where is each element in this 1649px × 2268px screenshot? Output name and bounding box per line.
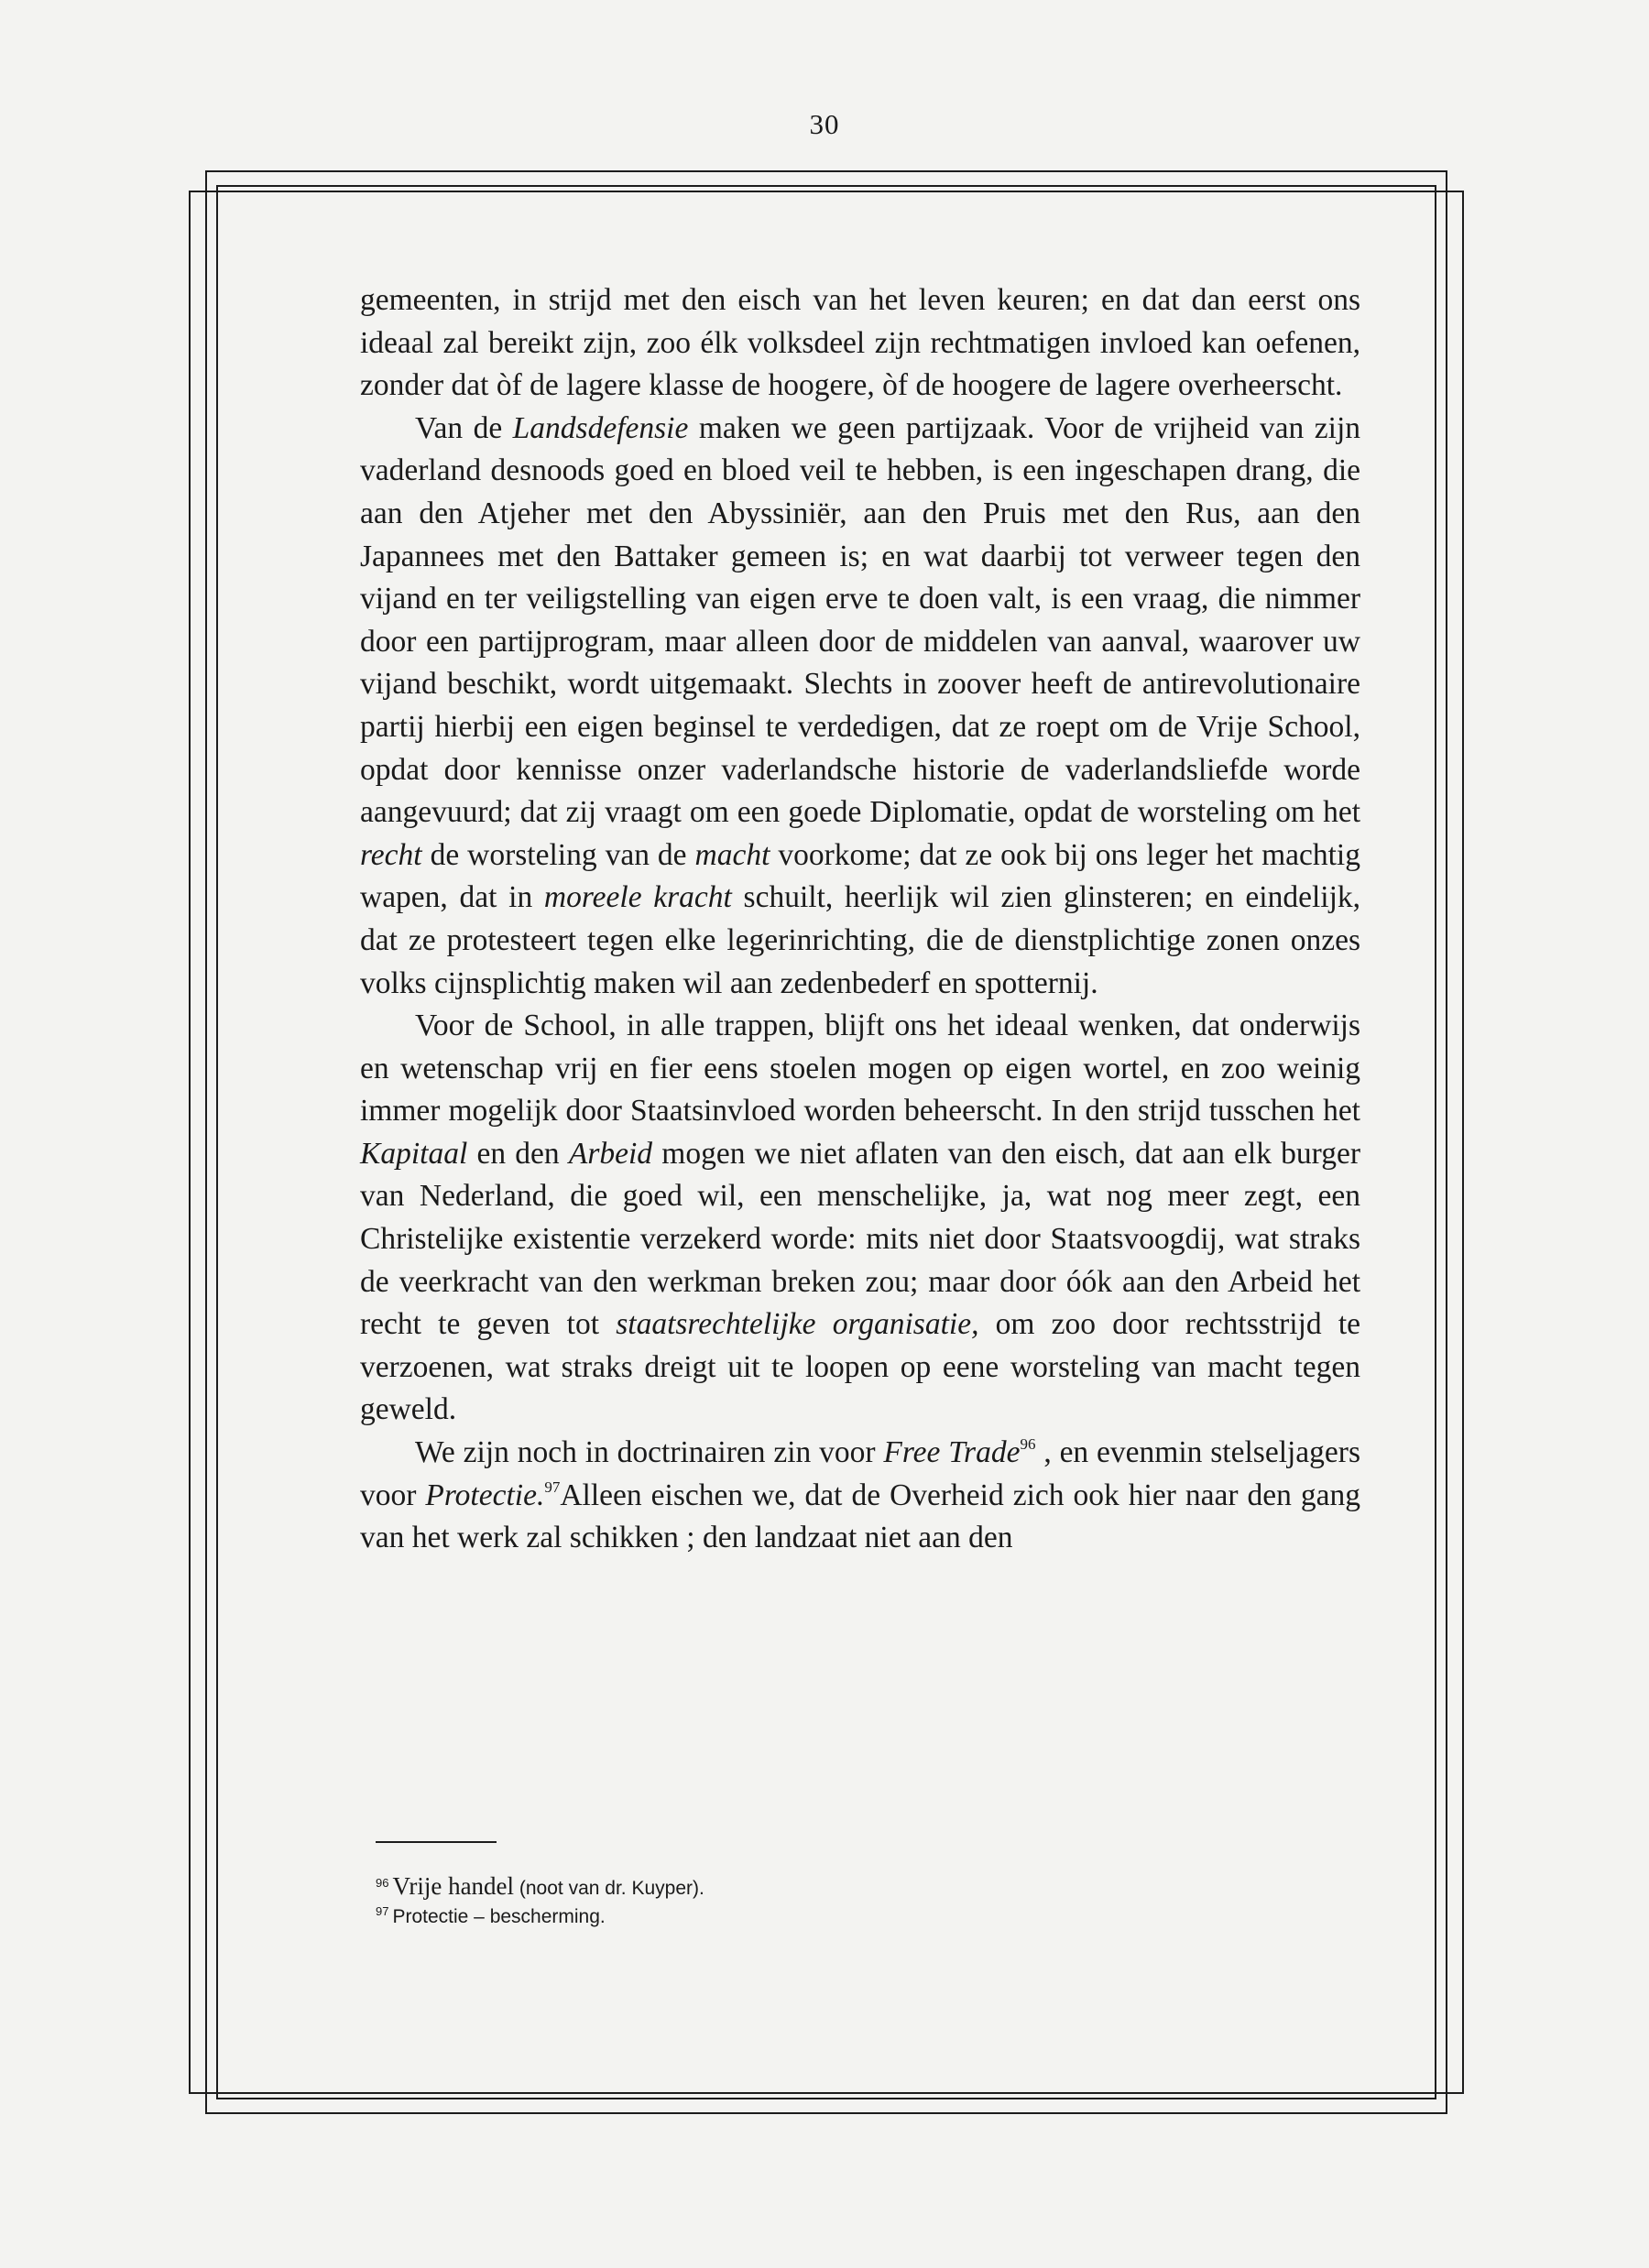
- text-run: Alleen eischen we, dat de Overheid zich ook hier naar den gang van het werk zal schikken ; den landzaat niet aan den: [360, 1477, 1361, 1555]
- text-run: maken we geen partijzaak. Voor de vrijheid van zijn vaderland desnoods goed en bloed veil te hebben, is een ingeschapen drang, die aan den Atjeher met den Abyssiniër, aan den Pruis met den Rus, aan den Japannees met den Battaker gemeen is; en wat daarbij tot verweer tegen den vijand en ter veiligstelling van eigen erve te doen valt, is een vraag, die nimmer door een partijprogram, maar alleen door de middelen van aanval, waarover uw vijand beschikt, wordt uitgemaakt. Slechts in zoover heeft de antirevolutionaire partij hierbij een eigen beginsel te verdedigen, dat ze roept om de Vrije School, opdat door kennisse onzer vaderlandsche historie de vaderlandsliefde worde aangevuurd; dat zij vraagt om een goede Diplomatie, opdat de worsteling om het: [360, 410, 1360, 830]
- italic-term: Landsdefensie: [512, 410, 689, 445]
- page-number: 30: [809, 108, 840, 140]
- text-run: We zijn noch in doctrinairen zin voor: [415, 1435, 884, 1470]
- italic-term: moreele kracht: [543, 880, 732, 915]
- text-run: schuilt, heerlijk wil zien glinsteren; en eindelijk, dat ze protesteert tegen elke legerinrichting, die de dienstplichtige zonen onzes volks cijnsplichtig maken wil aan zedenbederf en spotternij.: [360, 880, 1360, 1000]
- italic-term: staatsrechtelijke organisatie,: [616, 1307, 979, 1342]
- footnote-97: [376, 1903, 1292, 1931]
- footnote-divider: [376, 1841, 497, 1843]
- text-run: mogen we niet aflaten van den eisch, dat aan elk burger van Nederland, die goed wil, een menschelijke, ja, wat nog meer zegt, een Christelijke existentie verzekerd worde: mits niet door Staatsvoogdij, wat straks de veerkracht van den werkman breken zou; maar door óók aan den Arbeid het recht te geven tot: [360, 1136, 1360, 1342]
- text-run: voorkome; dat ze ook bij ons leger het machtig wapen, dat in: [360, 837, 1360, 915]
- text-run: Voor de School, in alle trappen, blijft ons het ideaal wenken, dat onderwijs en wetenschap vrij en fier eens stoelen mogen op eigen wortel, en zoo weinig immer mogelijk door Staatsinvloed worden beheerscht. In den strijd tusschen het: [360, 1009, 1360, 1129]
- paragraph-free-trade: [360, 1432, 1360, 1560]
- body-text: [360, 279, 1360, 1560]
- text-run: , en evenmin stelseljagers voor: [360, 1435, 1360, 1512]
- paragraph-landsdefensie: [360, 408, 1360, 1005]
- footnote-ref-96: 96: [1020, 1435, 1036, 1454]
- paragraph-school: [360, 1005, 1360, 1432]
- italic-term: macht: [694, 837, 770, 872]
- text-run: om zoo door rechtsstrijd te verzoenen, wat straks dreigt uit te loopen op eene worsteling van macht tegen geweld.: [360, 1307, 1360, 1427]
- footnote-ref-97: 97: [544, 1477, 561, 1496]
- italic-term: Free Trade: [883, 1435, 1021, 1470]
- paragraph-1: gemeenten, in strijd met den eisch van het leven keuren; en dat dan eerst ons ideaal zal bereikt zijn, zoo élk volksdeel zijn rechtmatigen invloed kan oefenen, zonder dat òf de lagere klasse de hoogere, òf de hoogere de lagere overheerscht.: [360, 283, 1360, 403]
- footnote-number: 97: [376, 1904, 389, 1918]
- footnote-96: [376, 1872, 1292, 1903]
- text-run: en den: [467, 1136, 569, 1171]
- footnotes: [376, 1872, 1292, 1931]
- italic-term: recht: [360, 837, 422, 872]
- italic-term: Arbeid: [568, 1136, 653, 1171]
- footnote-text: Protectie – bescherming.: [392, 1906, 606, 1927]
- text-run: Van de: [415, 410, 513, 445]
- text-run: de worsteling van de: [421, 837, 695, 872]
- italic-term: Kapitaal: [360, 1136, 468, 1171]
- footnote-lead: Vrije handel: [392, 1872, 515, 1900]
- footnote-number: 96: [376, 1876, 389, 1890]
- footnote-text: (noot van dr. Kuyper).: [514, 1878, 704, 1899]
- italic-term: Protectie.: [425, 1477, 545, 1512]
